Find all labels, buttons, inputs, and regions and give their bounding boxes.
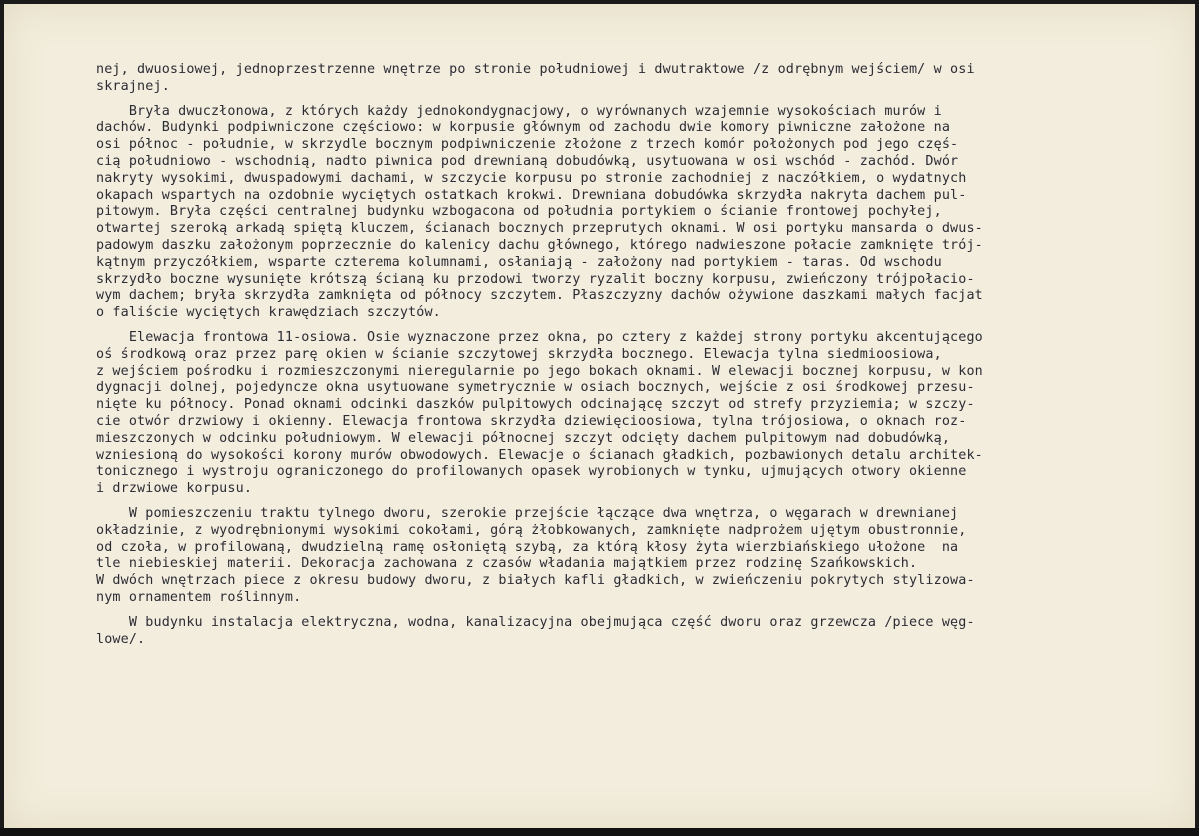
text-line: cią południowo - wschodnią, nadto piwnica pod drewnianą dobudówką, usytuowana w osi wschód - zachód. Dwór	[96, 153, 959, 169]
text-line: od czoła, w profilowaną, dwudzielną ramę osłoniętą szybą, za którą kłosy żyta wierzbiańskiego ułożone na	[96, 539, 959, 555]
text-line: Bryła dwuczłonowa, z których każdy jednokondygnacjowy, o wyrównanych wzajemnie wysokościach murów i	[96, 103, 942, 119]
text-line: skrzydło boczne wysunięte krótszą ścianą ku przodowi tworzy ryzalit boczny korpusu, zwieńczony trójpołacio-	[96, 271, 975, 287]
text-line: z wejściem pośrodku i rozmieszczonymi nieregularnie po jego bokach oknami. W elewacji bocznej korpusu, w kon	[96, 363, 983, 379]
text-line: tle niebieskiej materii. Dekoracja zachowana z czasów władania majątkiem przez rodzinę Szańkowskich.	[96, 556, 918, 572]
text-line: dygnacji dolnej, pojedyncze okna usytuowane symetrycznie w osiach bocznych, wejście z osi środkowej przesu-	[96, 380, 975, 396]
text-line: lowe/.	[96, 631, 146, 647]
text-line: W pomieszczeniu traktu tylnego dworu, szerokie przejście łączące dwa wnętrza, o węgarach w drewnianej	[96, 505, 959, 521]
scan-border	[0, 828, 1199, 836]
text-line: oś środkową oraz przez parę okien w ścianie szczytowej skrzydła bocznego. Elewacja tylna siedmioosiowa,	[96, 346, 942, 362]
text-line: mieszczonych w odcinku południowym. W elewacji północnej szczyt odcięty dachem pulpitowym nad dobudówką,	[96, 430, 951, 446]
text-line: kątnym przyczółkiem, wsparte czterema kolumnami, osłaniają - założony nad portykiem - taras. Od wschodu	[96, 254, 942, 270]
text-line: osi północ - południe, w skrzydle bocznym podpiwniczenie złożone z trzech komór położonych pod jego częś-	[96, 137, 959, 153]
paragraph	[96, 506, 1188, 607]
text-line: i drzwiowe korpusu.	[96, 481, 253, 497]
text-line: otwartej szeroką arkadą spiętą kluczem, ścianach bocznych przeprutych oknami. W osi portyku mansarda o dwus-	[96, 221, 983, 237]
text-line: nakryty wysokimi, dwuspadowymi dachami, w szczycie korpusu po stronie zachodniej z naczółkiem, o wydatnych	[96, 170, 967, 186]
text-line: tonicznego i wystroju ograniczonego do profilowanych opasek wyrobionych w tynku, ujmujących otwory okienne	[96, 464, 967, 480]
paragraph	[96, 62, 1188, 96]
text-line: Elewacja frontowa 11-osiowa. Osie wyznaczone przez okna, po cztery z każdej strony portyku akcentującego	[96, 329, 983, 345]
text-line: skrajnej.	[96, 78, 170, 94]
text-line: W dwóch wnętrzach piece z okresu budowy dworu, z białych kafli gładkich, w zwieńczeniu pokrytych stylizowa-	[96, 573, 975, 589]
text-line: padowym daszku założonym poprzecznie do kalenicy dachu głównego, którego nadwieszone połacie zamknięte trój-	[96, 237, 983, 253]
text-line: o faliście wyciętych krawędziach szczytów.	[96, 305, 441, 321]
paragraph	[96, 104, 1188, 322]
text-line: okapach wspartych na ozdobnie wyciętych ostatkach krokwi. Drewniana dobudówka skrzydła nakryta dachem pul-	[96, 187, 967, 203]
text-line: nym ornamentem roślinnym.	[96, 589, 302, 605]
paragraph	[96, 615, 1188, 649]
text-line: cie otwór drzwiowy i okienny. Elewacja frontowa skrzydła dziewięcioosiowa, tylna trójosiowa, o oknach roz-	[96, 413, 967, 429]
text-line: nięte ku północy. Ponad oknami odcinki daszków pulpitowych odcinającę szczyt od strefy przyziemia; w szczy-	[96, 397, 975, 413]
paragraph	[96, 330, 1188, 498]
text-line: pitowym. Bryła części centralnej budynku wzbogacona od południa portykiem o ścianie frontowej pochyłej,	[96, 204, 942, 220]
text-line: wym dachem; bryła skrzydła zamknięta od północy szczytem. Płaszczyzny dachów ożywione daszkami małych facjat	[96, 288, 983, 304]
text-line: W budynku instalacja elektryczna, wodna, kanalizacyjna obejmująca część dworu oraz grzewcza /piece węg-	[96, 614, 975, 630]
text-line: wzniesioną do wysokości korony murów obwodowych. Elewacje o ścianach gładkich, pozbawionych detalu architek-	[96, 447, 983, 463]
text-line: dachów. Budynki podpiwniczone częściowo: w korpusie głównym od zachodu dwie komory piwniczne założone na	[96, 120, 951, 136]
document-body	[96, 62, 1188, 656]
text-line: okładzinie, z wyodrębnionymi wysokimi cokołami, górą żłobkowanych, zamknięte nadprożem ujętym obustronnie,	[96, 522, 967, 538]
text-line: nej, dwuosiowej, jednoprzestrzenne wnętrze po stronie południowej i dwutraktowe /z odrębnym wejściem/ w osi	[96, 62, 975, 77]
